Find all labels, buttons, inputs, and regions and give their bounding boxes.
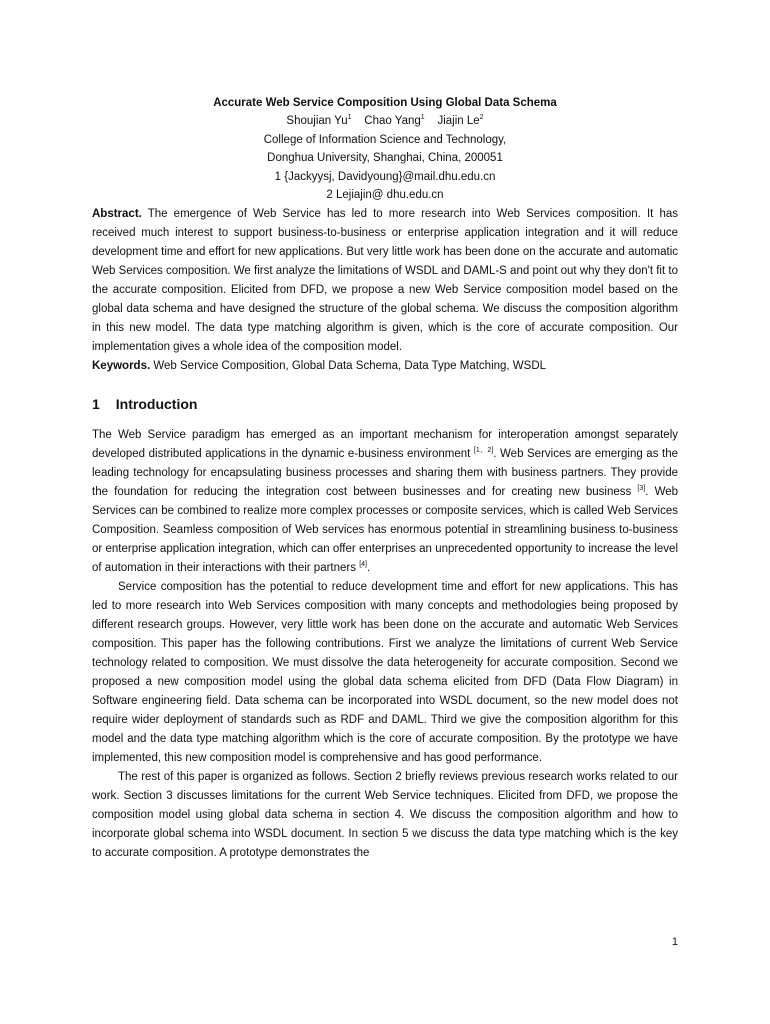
keywords-label: Keywords. [92, 359, 151, 372]
intro-paragraph-3: The rest of this paper is organized as follows. Section 2 briefly reviews previous research works related to our work. Section 3 discusses limitations for the current Web Service techniques. Elicited from DFD, we propose the composition model using global data schema in section 4. We discuss the composition algorithm and how to incorporate global schema into WSDL document. In section 5 we discuss the data type matching which is the key to accurate composition. A prototype demonstrates the [92, 770, 678, 859]
body-text: . Web Services can be combined to realize more complex processes or composite services, which is called Web Services Composition. Seamless composition of Web services has enormous potential in streamlining business to-business or enterprise application integration, which can offer enterprises an unprecedented opportunity to increase the level of automation in their interactions with their partners [92, 485, 679, 574]
author-line [92, 112, 678, 131]
author-name: Jiajin Le [437, 115, 480, 127]
author-affiliation-mark: 2 [479, 114, 484, 122]
author-name: Chao Yang [364, 115, 421, 127]
abstract-label: Abstract. [92, 207, 142, 220]
body-text: . [367, 561, 371, 574]
citation: [1、2] [473, 446, 494, 454]
section-title: Introduction [115, 395, 198, 412]
paper-title: Accurate Web Service Composition Using Global Data Schema [213, 97, 557, 109]
author-name: Shoujian Yu [286, 115, 348, 127]
citation: [3] [637, 484, 646, 492]
body-text: . Web Services are emerging as the leading technology for encapsulating business processes and sharing them with business partners. They provide the foundation for reducing the integration cost between businesses and for creating new business [92, 447, 678, 498]
author-affiliation-mark: 1 [420, 114, 425, 122]
keywords [92, 357, 678, 376]
keywords-text: Web Service Composition, Global Data Schema, Data Type Matching, WSDL [150, 359, 547, 372]
email-line: 1 {Jackyysj, Davidyoung}@mail.dhu.edu.cn [274, 170, 496, 183]
body-text: The Web Service paradigm has emerged as an important mechanism for interoperation amongst separately developed distributed applications in the dynamic e-business environment [92, 428, 678, 460]
citation: [4] [359, 560, 367, 568]
abstract [92, 205, 678, 357]
intro-paragraph-1 [92, 426, 678, 578]
email-line: 2 Lejiajin@ dhu.edu.cn [326, 189, 444, 201]
affiliation-line: Donghua University, Shanghai, China, 200051 [267, 152, 503, 164]
section-heading [92, 396, 678, 412]
section-number: 1 [92, 395, 100, 412]
affiliation-line: College of Information Science and Technology, [263, 133, 507, 146]
abstract-text: The emergence of Web Service has led to more research into Web Services composition. It has received much interest to support business-to-business or enterprise application integration and it will reduce development time and effort for new applications. But very little work has been done on the accurate and automatic Web Services composition. We first analyze the limitations of WSDL and DAML-S and point out why they don't fit to the accurate composition. Elicited from DFD, we propose a new Web Service composition model based on the global data schema and have designed the structure of the global schema. We discuss the composition algorithm in this new model. The data type matching algorithm is given, which is the core of accurate composition. Our implementation gives a whole idea of the composition model. [92, 207, 678, 353]
author-affiliation-mark: 1 [347, 114, 352, 122]
paper-page [92, 94, 678, 863]
intro-paragraph-2: Service composition has the potential to reduce development time and effort for new applications. This has led to more research into Web Services composition with many concepts and methodologies being proposed by different research groups. However, very little work has been done on the accurate and automatic Web Services composition. This paper has the following contributions. First we analyze the limitations of current Web Service technology related to composition. We must dissolve the data heterogeneity for accurate composition. Second we proposed a new composition model using the global data schema elicited from DFD (Data Flow Diagram) in Software engineering field. Data schema can be incorporated into WSDL document, so the new model does not require wider deployment of standards such as RDF and DAML. Third we give the composition algorithm for this model and the data type matching algorithm which is the core of accurate composition. By the prototype we have implemented, this new composition model is comprehensive and has good performance. [92, 580, 678, 764]
page-number: 1 [671, 936, 678, 948]
